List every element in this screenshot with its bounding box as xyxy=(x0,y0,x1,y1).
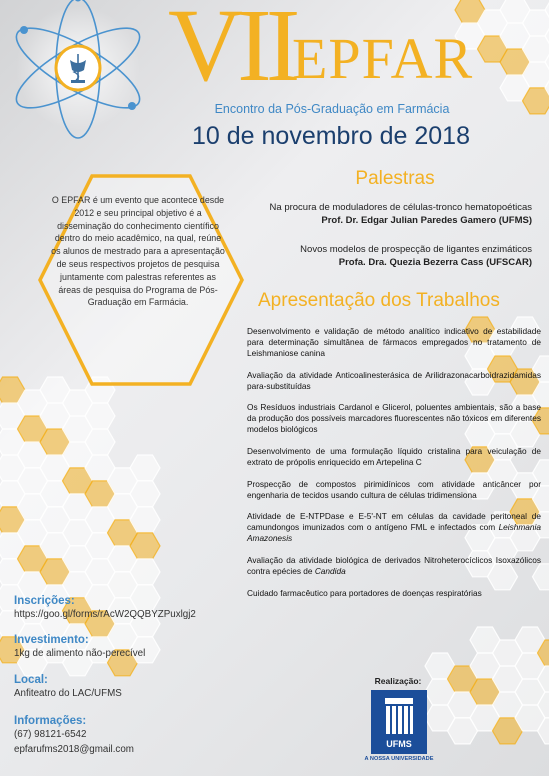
ufms-logo-text: UFMS xyxy=(386,739,412,749)
informacoes-label: Informações: xyxy=(14,715,87,727)
investimento-value: 1kg de alimento não-perecível xyxy=(14,648,146,659)
talk-2 xyxy=(202,244,532,269)
talk-title: Novos modelos de prospecção de ligantes enzimáticos xyxy=(300,244,532,255)
atom-icon xyxy=(6,0,149,138)
list-item: Prospecção de compostos pirimidínicos com atividade anticâncer por engenharia de tecidos usando cultura de células tridimensiona xyxy=(247,478,541,500)
talk-title: Na procura de moduladores de células-tronco hematopoéticas xyxy=(269,202,532,213)
list-item: Os Resíduos industriais Cardanol e Glicerol, poluentes ambientais, são a base da produção dos possíveis marcadores fluorescentes não tóxicos em diferentes modelos biológicos xyxy=(247,402,541,435)
investimento-block xyxy=(14,633,244,660)
list-item: Avaliação da atividade biológica de derivados Nitroheterocíclicos Isoxazólicos contra epécies de Candida xyxy=(247,554,541,576)
talk-speaker: Profa. Dra. Quezia Bezerra Cass (UFSCAR) xyxy=(338,256,532,268)
about-text: O EPFAR é um evento que acontece desde 2012 e seu principal objetivo é a disseminação do conhecimento científico dentro do meio acadêmico, na qual, reúne os alunos de mestrado para a apresentação de seus respectivos projetos de pesquisa juntamente com palestras referentes as áreas de pesquisa do Programa de Pós-Graduação em Farmácia. xyxy=(51,195,225,308)
list-item: Desenvolvimento e validação de método analítico indicativo de estabilidade para determinação simultânea de fármacos empregados no tratamento de Leishmaniose canina xyxy=(247,326,541,358)
local-block xyxy=(14,673,244,700)
talk-speaker: Prof. Dr. Edgar Julian Paredes Gamero (UFMS) xyxy=(321,214,532,226)
event-date: 10 de novembro de 2018 xyxy=(192,122,470,150)
works-list xyxy=(247,326,541,609)
list-item: Atividade de E-NTPDase e E-5'-NT em células da cavidade peritoneal de camundongos imunizados com o antígeno FML e infectados com Leishmania Amazonesis xyxy=(247,511,541,544)
investimento-label: Investimento: xyxy=(14,634,89,646)
list-item: Cuidado farmacêutico para portadores de doenças respiratórias xyxy=(247,587,482,598)
trabalhos-heading: Apresentação dos Trabalhos xyxy=(258,290,500,311)
local-label: Local: xyxy=(14,674,48,686)
palestras-heading: Palestras xyxy=(355,168,435,189)
inscricoes-link[interactable]: https://goo.gl/forms/rAcW2QQBYZPuxlgj2 xyxy=(14,609,196,620)
edition-numeral: VII xyxy=(168,0,295,103)
event-acronym: EPFAR xyxy=(292,26,474,91)
local-value: Anfiteatro do LAC/UFMS xyxy=(14,688,122,699)
list-item: Desenvolvimento de uma formulação líquido cristalina para veiculação de extrato de própolis enriquecido em Artepelina C xyxy=(247,445,541,467)
phone-number: (67) 98121-6542 xyxy=(14,729,87,740)
ufms-tagline: A NOSSA UNIVERSIDADE xyxy=(364,756,434,762)
realizacao-label: Realização: xyxy=(374,676,422,686)
inscricoes-block xyxy=(14,594,244,621)
event-subtitle: Encontro da Pós-Graduação em Farmácia xyxy=(214,102,450,116)
email-link[interactable]: epfarufms2018@gmail.com xyxy=(14,744,134,755)
inscricoes-label: Inscrições: xyxy=(14,595,75,607)
list-item: Avaliação da atividade Anticoalinesterásica de Arilidrazonacarboidrazidamidas para-substituídas xyxy=(247,369,541,391)
informacoes-block xyxy=(14,714,244,756)
talk-1 xyxy=(202,202,532,227)
